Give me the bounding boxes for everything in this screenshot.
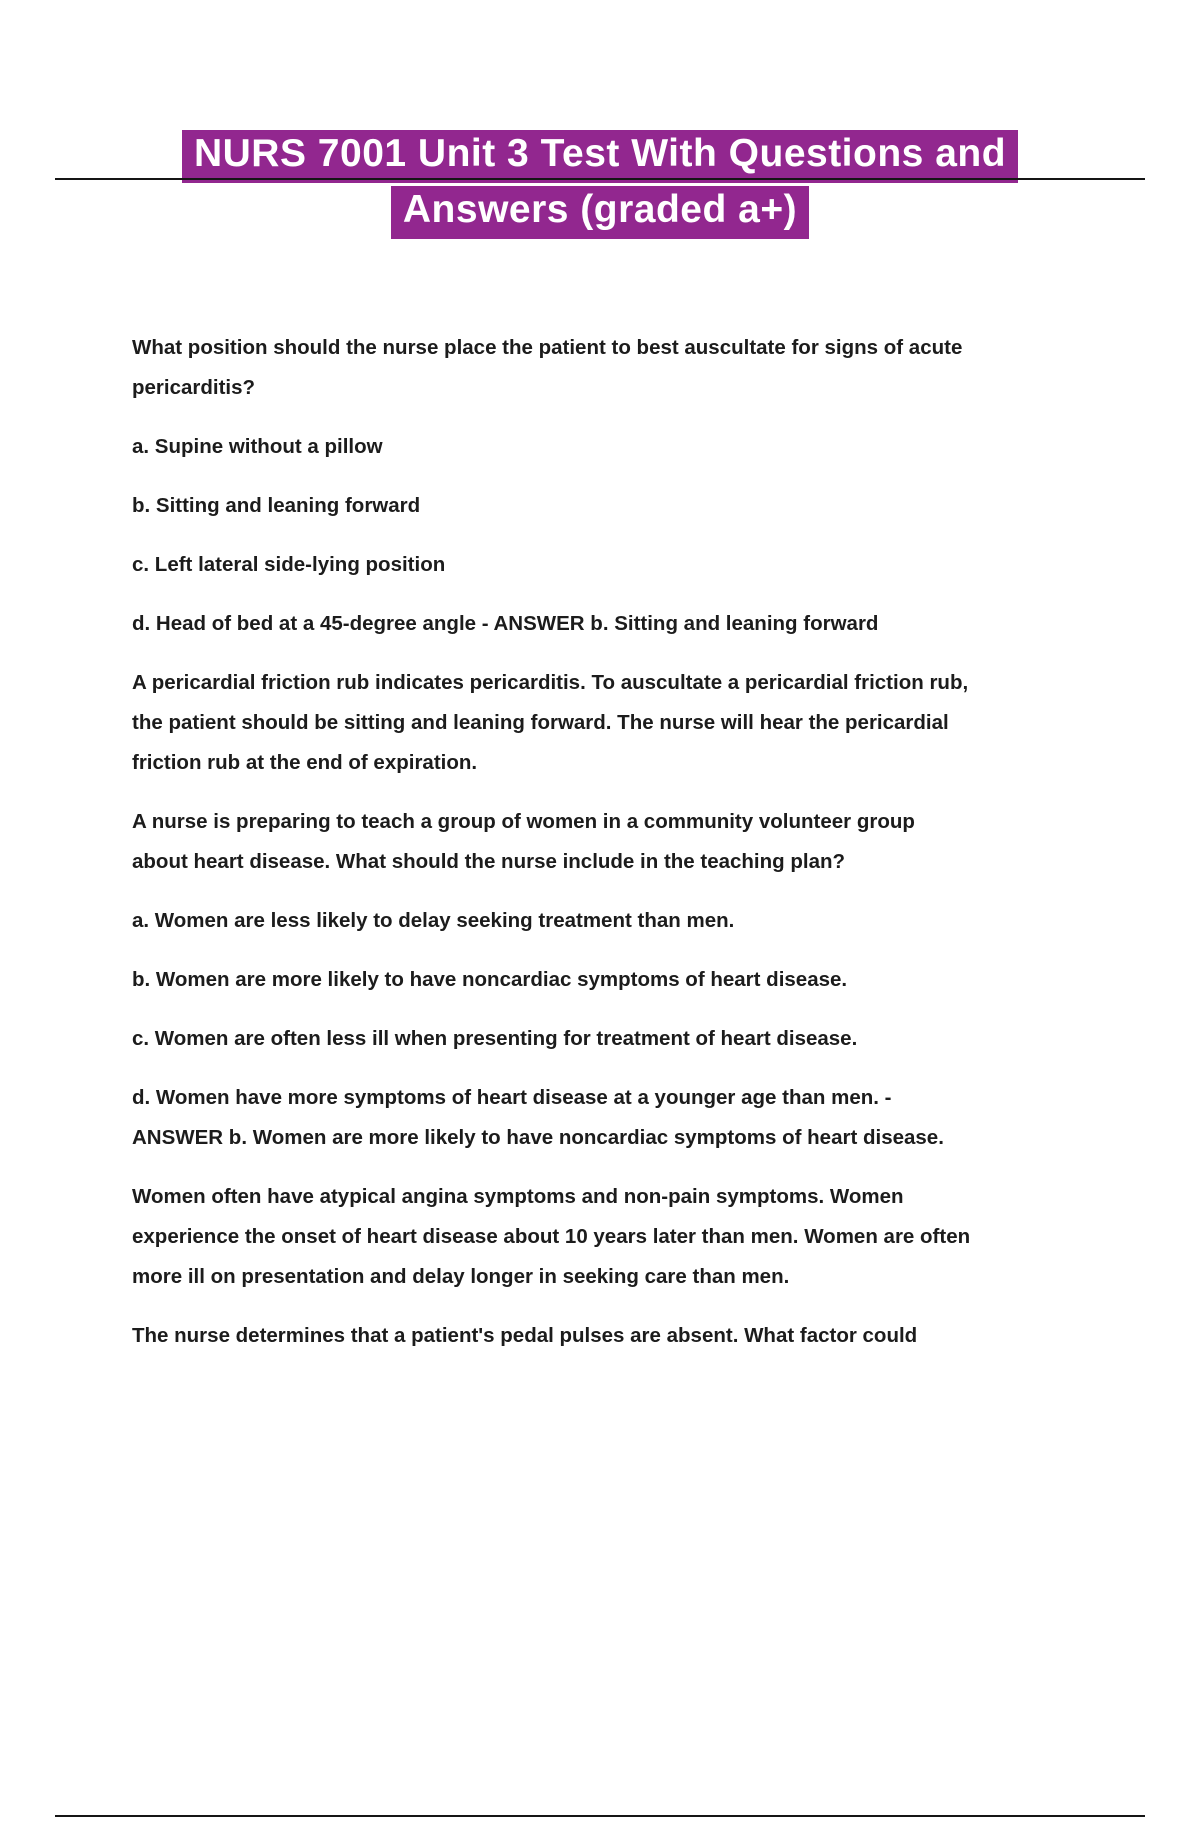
q2-rationale: Women often have atypical angina symptoms and non-pain symptoms. Women experience the onset of heart disease about 10 years later than men. Women are often more ill on presentation and delay longer in seeking care than men. <box>132 1184 971 1288</box>
document-title-line-1: NURS 7001 Unit 3 Test With Questions and <box>182 130 1018 183</box>
document-body <box>132 328 974 1356</box>
bottom-horizontal-rule <box>55 1815 1145 1817</box>
q2-option-d-answer: d. Women have more symptoms of heart disease at a younger age than men. - ANSWER b. Women are more likely to have noncardiac symptoms of heart disease. <box>132 1085 944 1149</box>
q1-option-a: a. Supine without a pillow <box>132 434 383 458</box>
q3-question-partial: The nurse determines that a patient's pedal pulses are absent. What factor could <box>132 1323 918 1347</box>
q1-rationale: A pericardial friction rub indicates pericarditis. To auscultate a pericardial friction rub, the patient should be sitting and leaning forward. The nurse will hear the pericardial friction rub at the end of expiration. <box>132 670 969 774</box>
document-title-line-2: Answers (graded a+) <box>391 186 809 239</box>
q1-question: What position should the nurse place the patient to best auscultate for signs of acute pericarditis? <box>132 335 963 399</box>
q1-option-d-answer: d. Head of bed at a 45-degree angle - ANSWER b. Sitting and leaning forward <box>132 611 879 635</box>
q2-question: A nurse is preparing to teach a group of women in a community volunteer group about heart disease. What should the nurse include in the teaching plan? <box>132 809 915 873</box>
q2-option-b: b. Women are more likely to have noncardiac symptoms of heart disease. <box>132 967 848 991</box>
document-title <box>90 130 1110 242</box>
q2-option-c: c. Women are often less ill when presenting for treatment of heart disease. <box>132 1026 858 1050</box>
q2-option-a: a. Women are less likely to delay seeking treatment than men. <box>132 908 735 932</box>
top-horizontal-rule <box>55 178 1145 180</box>
q1-option-b: b. Sitting and leaning forward <box>132 493 421 517</box>
q1-option-c: c. Left lateral side-lying position <box>132 552 446 576</box>
